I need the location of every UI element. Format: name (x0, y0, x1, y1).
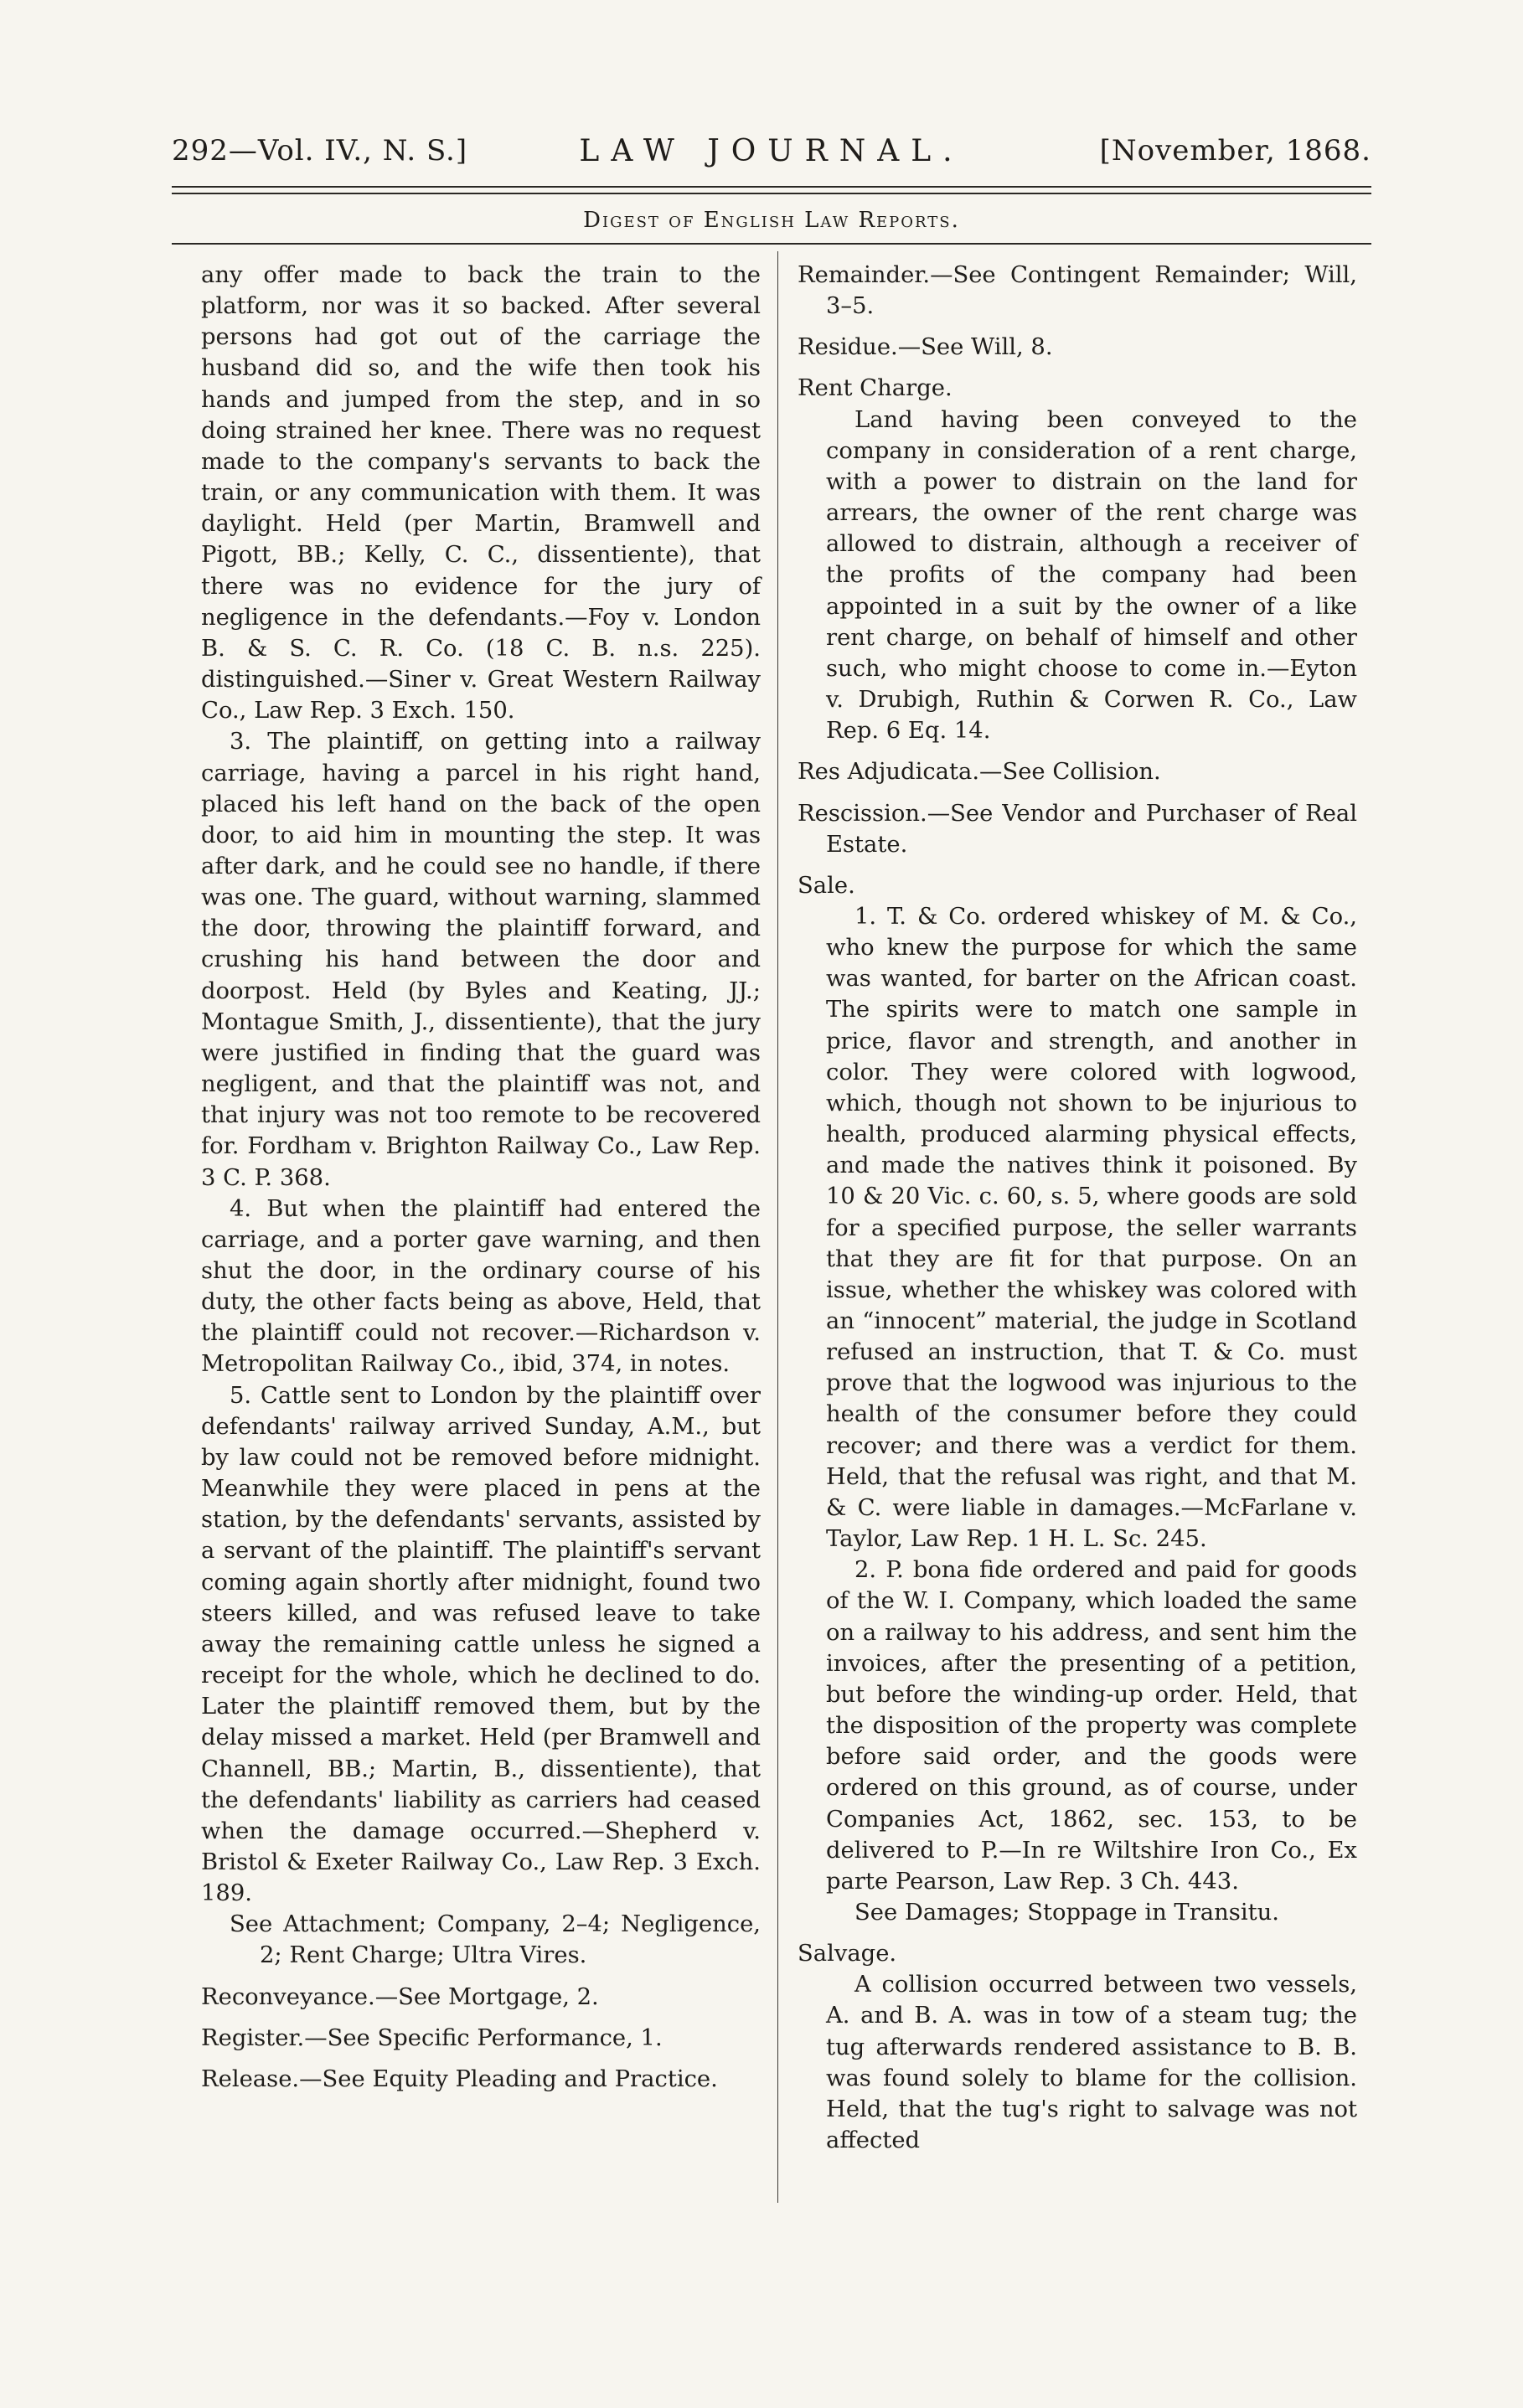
paragraph-rent-charge: Land having been conveyed to the company in consideration of a rent charge, with a power to distrain on the land for arrears, the owner of the rent charge was allowed to distrain, although a receiver of the profits of the company had been appointed in a suit by the owner of a like rent charge, on behalf of himself and other such, who might choose to come in.—Eyton v. Drubigh, Ruthin & Corwen R. Co., Law Rep. 6 Eq. 14. (826, 406, 1357, 745)
left-column (201, 260, 761, 2095)
issue-date: [November, 1868. (1099, 134, 1371, 168)
heading-salvage: Salvage. (798, 1941, 897, 1967)
running-header (172, 134, 1371, 176)
paragraph-salvage: A collision occurred between two vessels, A. and B. A. was in tow of a steam tug; the tug afterwards rendered assistance to B. B. was found solely to blame for the collision. Held, that the tug's right to salvage was not affected (826, 1972, 1357, 2154)
entry-register: Register.—See Specific Performance, 1. (201, 2024, 663, 2051)
paragraph-sale-2: 2. P. bona fide ordered and paid for goods of the W. I. Company, which loaded the same on a railway to his address, and sent him the invoices, after the presenting of a petition, but before the winding-up order. Held, that the disposition of the property was complete before said order, and the goods were ordered on this ground, as of course, under Companies Act, 1862, sec. 153, to be delivered to P.—In re Wiltshire Iron Co., Ex parte Pearson, Law Rep. 3 Ch. 443. (826, 1557, 1357, 1895)
section-title: Digest of English Law Reports. (583, 208, 960, 233)
column-divider (777, 251, 778, 2203)
paragraph-case-3: 3. The plaintiff, on getting into a railway carriage, having a parcel in his right hand, placed his left hand on the back of the open door, to aid him in mounting the step. It was after dark, and he could see no handle, if there was one. The guard, without warning, slammed the door, throwing the plaintiff forward, and crushing his hand between the door and doorpost. Held (by Byles and Keating, JJ.; Montague Smith, J., dissentiente), that the jury were justified in finding that the guard was negligent, and that the plaintiff was not, and that injury was not too remote to be recovered for. Fordham v. Brighton Railway Co., Law Rep. 3 C. P. 368. (201, 729, 761, 1191)
entry-reconveyance: Reconveyance.—See Mortgage, 2. (201, 1983, 599, 2010)
paragraph-case-5: 5. Cattle sent to London by the plaintiff over defendants' railway arrived Sunday, A.M., but by law could not be removed before midnight. Meanwhile they were placed in pens at the station, by the defendants' servants, assisted by a servant of the plaintiff. The plaintiff's servant coming again shortly after midnight, found two steers killed, and was refused leave to take away the remaining cattle unless he signed a receipt for the whole, which he declined to do. Later the plaintiff removed them, but by the delay missed a market. Held (per Bramwell and Channell, BB.; Martin, B., dissentiente), that the defendants' liability as carriers had ceased when the damage occurred.—Shepherd v. Bristol & Exeter Railway Co., Law Rep. 3 Exch. 189. (201, 1382, 761, 1907)
entry-release: Release.—See Equity Pleading and Practice. (201, 2065, 718, 2092)
heading-rent-charge: Rent Charge. (798, 375, 953, 402)
right-column (798, 260, 1357, 2156)
entry-residue: Residue.—See Will, 8. (798, 334, 1053, 361)
section-rule (172, 243, 1371, 245)
journal-title: LAW JOURNAL. (579, 134, 964, 168)
paragraph-case-4: 4. But when the plaintiff had entered the carriage, and a porter gave warning, and then shut the door, in the ordinary course of his duty, the other facts being as above, Held, that the plaintiff could not recover.—Richardson v. Metropolitan Railway Co., ibid, 374, in notes. (201, 1195, 761, 1378)
heading-sale: Sale. (798, 872, 855, 899)
header-rule-bottom (172, 193, 1371, 194)
header-rule-top (172, 186, 1371, 188)
paragraph-sale-1: 1. T. & Co. ordered whiskey of M. & Co., who knew the purpose for which the same was wanted, for barter on the African coast. The spirits were to match one sample in price, flavor and strength, and another in color. They were colored with logwood, which, though not shown to be injurious to health, produced alarming physical effects, and made the natives think it poisoned. By 10 & 20 Vic. c. 60, s. 5, where goods are sold for a specified purpose, the seller warrants that they are fit for that purpose. On an issue, whether the whiskey was colored with an “innocent” material, the judge in Scotland refused an instruction, that T. & Co. must prove that the logwood was injurious to the health of the consumer before they could recover; and there was a verdict for them. Held, that the refusal was right, and that M. & C. were liable in damages.—McFarlane v. Taylor, Law Rep. 1 H. L. Sc. 245. (826, 903, 1357, 1553)
entry-res-adjudicata: Res Adjudicata.—See Collision. (798, 759, 1161, 786)
volume-page-label: 292—Vol. IV., N. S.] (172, 134, 468, 168)
paragraph-continuation: any offer made to back the train to the platform, nor was it so backed. After several persons had got out of the carriage the husband did so, and the wife then took his hands and jumped from the step, and in so doing strained her knee. There was no request made to the company's servants to back the train, or any communication with them. It was daylight. Held (per Martin, Bramwell and Pigott, BB.; Kelly, C. C., dissentiente), that there was no evidence for the jury of negligence in the defendants.—Foy v. London B. & S. C. R. Co. (18 C. B. n.s. 225). distinguished.—Siner v. Great Western Railway Co., Law Rep. 3 Exch. 150. (201, 262, 761, 724)
cross-reference-sale: See Damages; Stoppage in Transitu. (854, 1899, 1279, 1926)
entry-rescission: Rescission.—See Vendor and Purchaser of Real Estate. (798, 800, 1357, 858)
entry-remainder: Remainder.—See Contingent Remainder; Will, 3–5. (798, 262, 1357, 320)
cross-reference: See Attachment; Company, 2–4; Negligence, 2; Rent Charge; Ultra Vires. (230, 1911, 761, 1969)
